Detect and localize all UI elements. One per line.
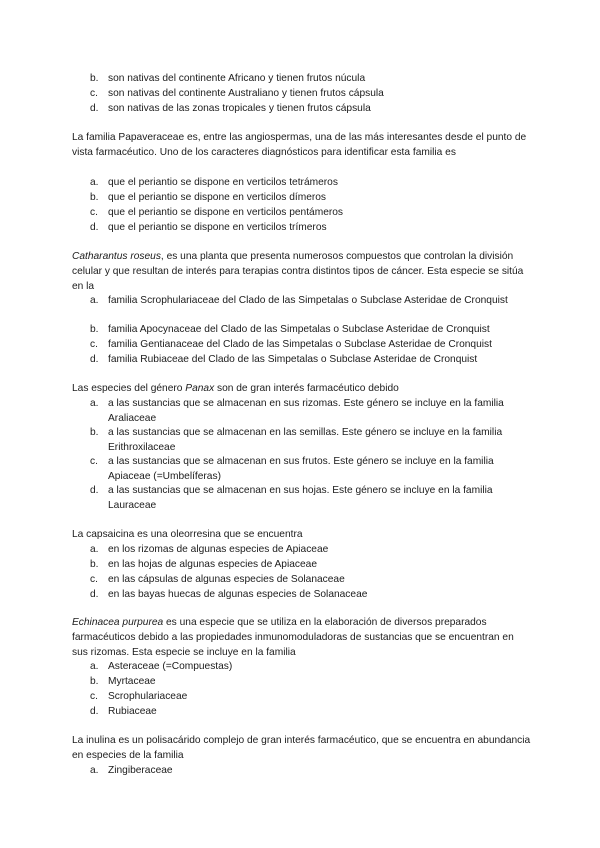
stem-text: , es una planta que presenta numerosos compuestos que controlan la división celular y que resultan de interés para terapias contra distintos tipos de cáncer. Esta especie se sitúa en la (72, 251, 524, 292)
option-text: Asteraceae (=Compuestas) (108, 661, 233, 672)
option-text: a las sustancias que se almacenan en sus frutos. Este género se incluye en la familia Apiaceae (=Umbelíferas) (108, 456, 494, 482)
option-letter: b. (90, 324, 99, 335)
option-letter: d. (90, 706, 99, 717)
option-letter: a. (90, 544, 99, 555)
option-text: que el periantio se dispone en verticilos tetrámeros (108, 177, 338, 188)
option-text: familia Apocynaceae del Clado de las Simpetalas o Subclase Asteridae de Cronquist (108, 324, 490, 335)
stem-text: Las especies del género (72, 383, 186, 394)
option-text: en los rizomas de algunas especies de Apiaceae (108, 544, 329, 555)
option-text: son nativas del continente Australiano y tienen frutos cápsula (108, 88, 384, 99)
option-text: a las sustancias que se almacenan en sus hojas. Este género se incluye en la familia Lauraceae (108, 485, 493, 511)
option-letter: c. (90, 207, 98, 218)
species-name: Echinacea purpurea (72, 617, 164, 628)
question-stem (72, 130, 532, 160)
option-letter: a. (90, 661, 99, 672)
option-letter: d. (90, 485, 99, 496)
species-name: Catharantus roseus (72, 251, 161, 262)
question-stem (72, 527, 532, 542)
option-letter: b. (90, 559, 99, 570)
stem-text: La capsaicina es una oleorresina que se encuentra (72, 529, 303, 540)
option-text: familia Rubiaceae del Clado de las Simpetalas o Subclase Asteridae de Cronquist (108, 354, 478, 365)
option-text: son nativas de las zonas tropicales y tienen frutos cápsula (108, 103, 371, 114)
option-letter: a. (90, 177, 99, 188)
stem-text: La familia Papaveraceae es, entre las angiospermas, una de las más interesantes desde el punto de vista farmacéutico. Uno de los caracteres diagnósticos para identificar esta familia es (72, 132, 527, 158)
option-letter: a. (90, 765, 99, 776)
option-letter: b. (90, 676, 99, 687)
option-text: que el periantio se dispone en verticilos pentámeros (108, 207, 344, 218)
option-text: que el periantio se dispone en verticilos trímeros (108, 222, 327, 233)
stem-text: son de gran interés farmacéutico debido (214, 383, 399, 394)
option-text: Zingiberaceae (108, 765, 173, 776)
option-letter: d. (90, 354, 99, 365)
option-text: en las hojas de algunas especies de Apiaceae (108, 559, 317, 570)
stem-text: La inulina es un polisacárido complejo de gran interés farmacéutico, que se encuentra en abundancia en especies de la familia (72, 735, 531, 761)
option-letter: c. (90, 339, 98, 350)
option-letter: a. (90, 295, 99, 306)
option-text: en las bayas huecas de algunas especies de Solanaceae (108, 589, 368, 600)
option-letter: d. (90, 222, 99, 233)
question-stem (72, 249, 532, 294)
question-stem (72, 615, 532, 660)
option-text: que el periantio se dispone en verticilos dímeros (108, 192, 327, 203)
option-letter: d. (90, 103, 99, 114)
question-stem (72, 381, 532, 396)
option-text: familia Scrophulariaceae del Clado de las Simpetalas o Subclase Asteridae de Cronquist (108, 295, 508, 306)
option-letter: c. (90, 574, 98, 585)
option-text: a las sustancias que se almacenan en sus rizomas. Este género se incluye en la familia Araliaceae (108, 398, 504, 424)
option-letter: b. (90, 192, 99, 203)
question-stem (72, 733, 532, 763)
stem-text: es una especie que se utiliza en la elaboración de diversos preparados farmacéuticos debido a las propiedades inmunomoduladoras de sustancias que se encuentran en sus rizomas. Esta especie se incluye en la familia (72, 617, 514, 658)
option-letter: c. (90, 88, 98, 99)
option-text: son nativas del continente Africano y tienen frutos núcula (108, 73, 366, 84)
option-letter: b. (90, 427, 99, 438)
option-text: Scrophulariaceae (108, 691, 188, 702)
option-text: a las sustancias que se almacenan en las semillas. Este género se incluye en la familia Erithroxilaceae (108, 427, 503, 453)
option-text: en las cápsulas de algunas especies de Solanaceae (108, 574, 345, 585)
option-text: familia Gentianaceae del Clado de las Simpetalas o Subclase Asteridae de Cronquist (108, 339, 492, 350)
option-letter: b. (90, 73, 99, 84)
option-text: Rubiaceae (108, 706, 157, 717)
option-letter: c. (90, 691, 98, 702)
genus-name: Panax (185, 383, 215, 394)
option-letter: a. (90, 398, 99, 409)
option-text: Myrtaceae (108, 676, 156, 687)
option-letter: c. (90, 456, 98, 467)
option-letter: d. (90, 589, 99, 600)
